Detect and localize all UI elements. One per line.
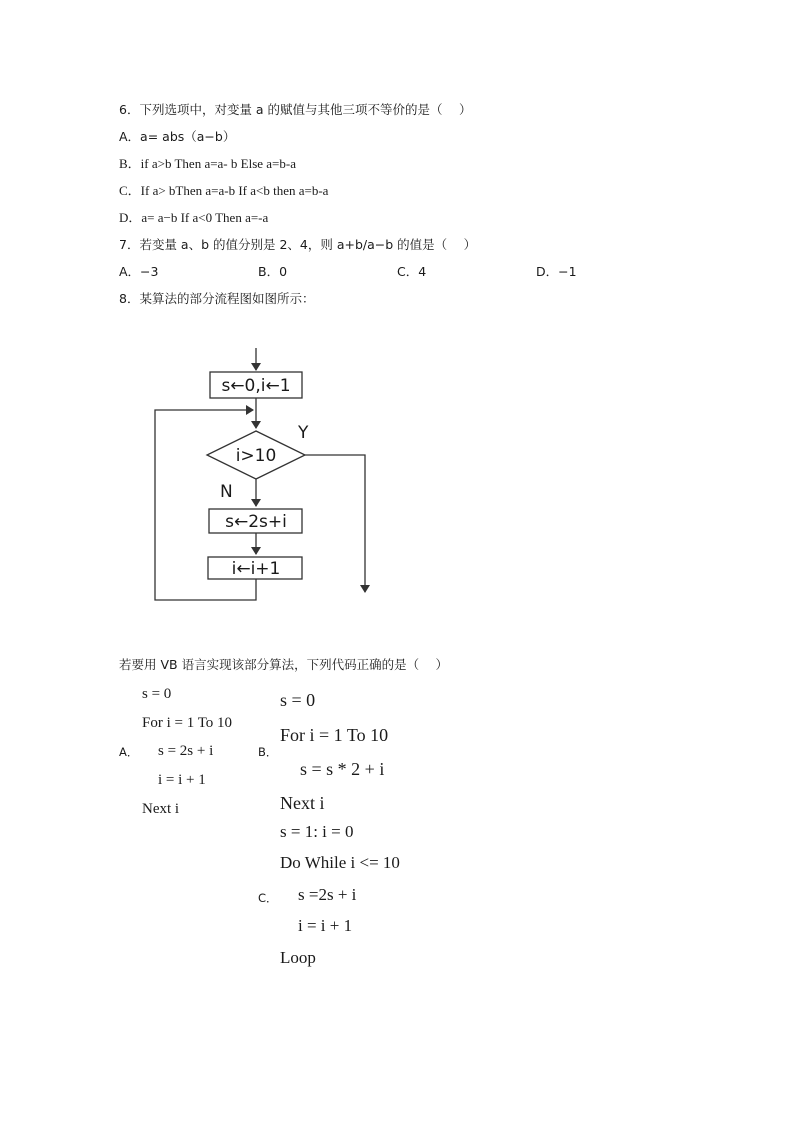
option-b-line-4: Next i (280, 793, 325, 813)
q6-option-b: B．if a>b Then a=a- b Else a=b-a (119, 156, 296, 171)
condition-text: i>10 (235, 446, 277, 466)
option-b-line-2: For i = 1 To 10 (280, 725, 389, 745)
q8-prompt: 若要用 VB 语言实现该部分算法，下列代码正确的是（ ） (119, 657, 449, 672)
q6-option-a: A．a= abs（a−b） (119, 129, 236, 144)
option-c-line-2: Do While i <= 10 (280, 853, 400, 872)
yes-branch-arrow (305, 455, 365, 592)
q6-option-d: D．a= a−b If a<0 Then a=-a (119, 210, 269, 225)
q7-option-d: D．−1 (536, 264, 577, 279)
option-b-line-3: s = s * 2 + i (300, 759, 385, 779)
q8-option-c-label: C． (258, 891, 278, 905)
yes-label: Y (298, 423, 309, 443)
option-a-line-5: Next i (142, 801, 180, 817)
option-c-line-1: s = 1: i = 0 (280, 822, 354, 841)
q7-option-a: A．−3 (119, 264, 159, 279)
option-b-line-1: s = 0 (280, 690, 316, 710)
q8-option-a-label: A． (119, 745, 139, 759)
q8-option-b-label: B． (258, 745, 278, 759)
init-text: s←0,i←1 (221, 376, 291, 396)
q7-stem: 7．若变量 a、b 的值分别是 2、4，则 a+b/a−b 的值是（ ） (119, 237, 477, 252)
q8-stem: 8．某算法的部分流程图如图所示： (119, 291, 315, 306)
q6-option-c: C．If a> bThen a=a-b If a<b then a=b-a (119, 183, 329, 198)
q7-option-b: B．0 (258, 264, 288, 279)
option-a-line-2: For i = 1 To 10 (142, 715, 233, 731)
option-a-line-1: s = 0 (142, 686, 172, 702)
option-c-line-4: i = i + 1 (298, 916, 353, 935)
q6-stem: 6．下列选项中，对变量 a 的赋值与其他三项不等价的是（ ） (119, 102, 472, 117)
option-a-line-3: s = 2s + i (158, 743, 214, 759)
option-c-line-5: Loop (280, 948, 316, 967)
option-c-line-3: s =2s + i (298, 885, 357, 904)
option-a-line-4: i = i + 1 (158, 772, 206, 788)
step2-text: i←i+1 (231, 559, 281, 579)
step1-text: s←2s+i (225, 512, 287, 532)
q7-option-c: C．4 (397, 264, 427, 279)
no-label: N (220, 482, 233, 502)
